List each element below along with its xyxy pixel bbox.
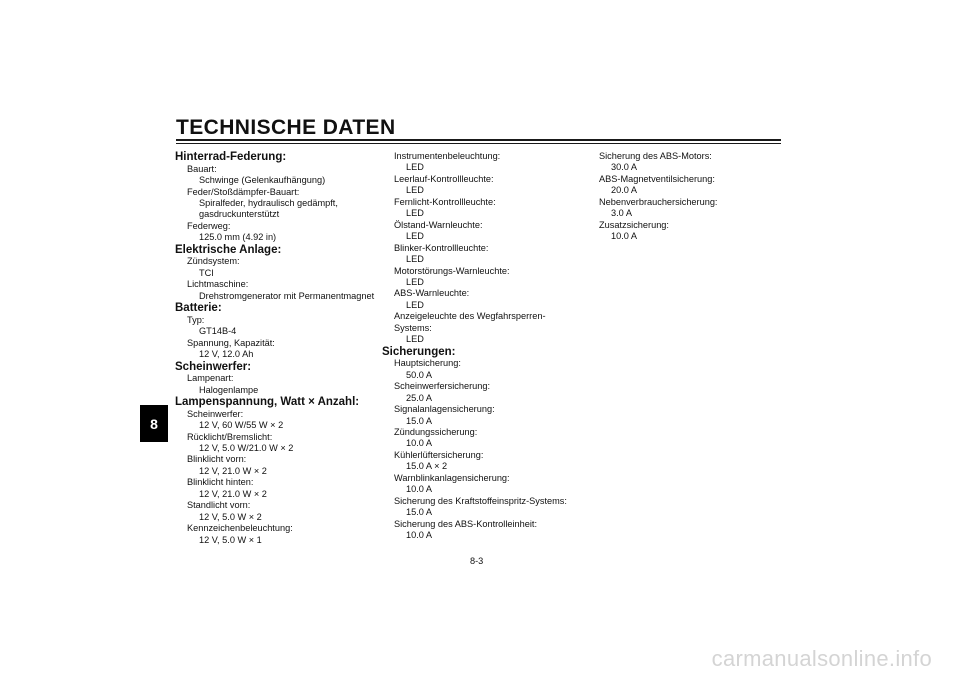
spec-value: 12 V, 5.0 W × 1 (199, 534, 262, 545)
spec-label: Hauptsicherung: (394, 358, 461, 369)
spec-value: LED (406, 276, 424, 287)
spec-value: 15.0 A (406, 507, 433, 518)
section-heading: Sicherungen: (382, 345, 456, 358)
spec-label: Sicherung des Kraftstoffeinspritz-Systems: (394, 495, 567, 506)
spec-value: LED (406, 254, 424, 265)
spec-column-1 (176, 151, 381, 546)
section-heading: Batterie: (175, 302, 222, 315)
watermark: carmanualsonline.info (711, 646, 932, 671)
spec-value: 30.0 A (611, 162, 638, 173)
spec-value: 12 V, 5.0 W × 2 (199, 511, 262, 522)
spec-value: 10.0 A (406, 530, 433, 541)
spec-label: Warnblinkanlagensicherung: (394, 472, 510, 483)
spec-value: Halogenlampe (199, 384, 259, 395)
title-rule-thin (176, 143, 781, 144)
section-heading: Lampenspannung, Watt × Anzahl: (175, 396, 360, 409)
spec-label: Ölstand-Warnleuchte: (394, 219, 483, 230)
spec-label: Lichtmaschine: (187, 279, 249, 290)
spec-value: 125.0 mm (4.92 in) (199, 232, 277, 243)
spec-value: Spiralfeder, hydraulisch gedämpft, (199, 197, 338, 208)
spec-label: Sicherung des ABS-Kontrolleinheit: (394, 518, 538, 529)
spec-label: Lampenart: (187, 373, 234, 384)
spec-label: Zündungssicherung: (394, 427, 478, 438)
spec-value: 10.0 A (611, 231, 638, 242)
spec-label: Instrumentenbeleuchtung: (394, 151, 501, 161)
spec-value: 12 V, 21.0 W × 2 (199, 465, 267, 476)
spec-value: 12 V, 12.0 Ah (199, 349, 254, 360)
spec-value: 12 V, 60 W/55 W × 2 (199, 420, 284, 431)
spec-label: Bauart: (187, 163, 217, 174)
spec-label: Scheinwerfersicherung: (394, 381, 491, 392)
spec-value: LED (406, 299, 424, 310)
spec-label: Nebenverbrauchersicherung: (599, 196, 718, 207)
spec-value: 15.0 A (406, 415, 433, 426)
spec-value: 25.0 A (406, 392, 433, 403)
spec-label: Blinklicht hinten: (187, 477, 254, 488)
spec-value: Schwinge (Gelenkaufhängung) (199, 175, 326, 186)
spec-column-2 (383, 151, 588, 542)
title-rule-thick (176, 139, 781, 141)
spec-value: gasdruckunterstützt (199, 209, 280, 220)
spec-value: LED (406, 162, 424, 173)
spec-label: Blinker-Kontrollleuchte: (394, 242, 489, 253)
spec-value: 15.0 A × 2 (406, 461, 448, 472)
spec-value: GT14B-4 (199, 326, 237, 337)
spec-label: Motorstörungs-Warnleuchte: (394, 265, 510, 276)
spec-value: TCI (199, 267, 214, 278)
spec-value: 12 V, 21.0 W × 2 (199, 488, 267, 499)
spec-label: Blinklicht vorn: (187, 454, 247, 465)
spec-value: 3.0 A (611, 208, 632, 219)
spec-label: Rücklicht/Bremslicht: (187, 431, 273, 442)
spec-value: 20.0 A (611, 185, 638, 196)
spec-value: 10.0 A (406, 484, 433, 495)
spec-column-3 (599, 151, 779, 243)
spec-label: Scheinwerfer: (187, 408, 244, 419)
spec-label: Feder/Stoßdämpfer-Bauart: (187, 186, 300, 197)
spec-value: 10.0 A (406, 438, 433, 449)
spec-value: LED (406, 185, 424, 196)
spec-label: ABS-Warnleuchte: (394, 288, 470, 299)
spec-label: Spannung, Kapazität: (187, 337, 275, 348)
spec-label: Kennzeichenbeleuchtung: (187, 523, 293, 534)
spec-value: LED (406, 231, 424, 242)
section-heading: Hinterrad-Federung: (175, 151, 287, 163)
spec-value: Drehstromgenerator mit Permanentmagnet (199, 290, 375, 301)
spec-label: ABS-Magnetventilsicherung: (599, 173, 715, 184)
spec-label: Kühlerlüftersicherung: (394, 449, 484, 460)
spec-value: 12 V, 5.0 W/21.0 W × 2 (199, 443, 294, 454)
spec-label: Standlicht vorn: (187, 500, 251, 511)
page-number: 8-3 (470, 556, 484, 566)
spec-label: Typ: (187, 314, 205, 325)
page-title: TECHNISCHE DATEN (176, 116, 396, 139)
section-heading: Elektrische Anlage: (175, 243, 282, 256)
spec-label: Signalanlagensicherung: (394, 404, 495, 415)
spec-value: 50.0 A (406, 369, 433, 380)
spec-label: Zusatzsicherung: (599, 219, 669, 230)
spec-label: Systems: (394, 322, 432, 333)
spec-label: Federweg: (187, 220, 231, 231)
spec-label: Fernlicht-Kontrollleuchte: (394, 196, 496, 207)
spec-label: Zündsystem: (187, 256, 240, 267)
spec-label: Sicherung des ABS-Motors: (599, 151, 712, 161)
spec-label: Leerlauf-Kontrollleuchte: (394, 173, 494, 184)
spec-value: LED (406, 334, 424, 345)
spec-value: LED (406, 208, 424, 219)
section-heading: Scheinwerfer: (175, 360, 252, 373)
chapter-tab: 8 (140, 405, 168, 442)
spec-label: Anzeigeleuchte des Wegfahrsperren- (394, 311, 546, 322)
